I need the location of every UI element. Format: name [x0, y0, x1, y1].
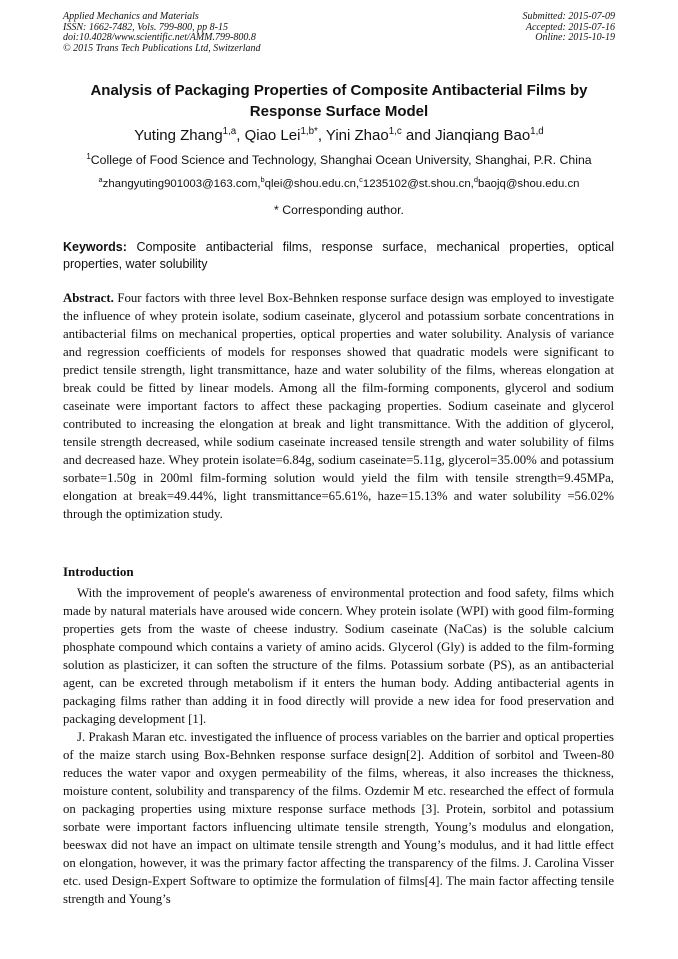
keywords-label: Keywords: — [63, 240, 127, 254]
introduction-body — [63, 584, 614, 908]
author-name: Qiao Lei — [244, 127, 301, 144]
journal-header-left — [63, 12, 393, 54]
journal-issn: ISSN: 1662-7482, Vols. 799-800, pp 8-15 — [63, 21, 228, 33]
affiliation — [40, 153, 638, 168]
author-name: Jianqiang Bao — [435, 127, 531, 144]
abstract-label: Abstract. — [63, 291, 114, 305]
online-date: Online: 2015-10-19 — [535, 32, 615, 44]
author-affiliation-mark: 1,c — [388, 126, 402, 137]
journal-doi: doi:10.4028/www.scientific.net/AMM.799-800.8 — [63, 32, 256, 44]
author-list — [40, 127, 638, 145]
affiliation-text: College of Food Science and Technology, Shanghai Ocean University, Shanghai, P.R. China — [90, 153, 592, 167]
paper-title: Analysis of Packaging Properties of Composite Antibacterial Films by Response Surface Model — [90, 82, 588, 120]
email-address: zhangyuting901003@163.com, — [102, 178, 261, 190]
journal-copyright: © 2015 Trans Tech Publications Ltd, Switzerland — [63, 42, 261, 54]
journal-header-right — [395, 12, 615, 44]
introduction-paragraph: With the improvement of people's awareness of environmental protection and food safety, films which made by natural materials have aroused wide concern. Whey protein isolate (WPI) with good film-forming properties gets from the waste of cheese industry. Sodium caseinate (NaCas) is the soluble calcium phosphate compound which contains a variety of amino acids. Glycerol (Gly) is added to the film-forming solution as plasticizer, it can soften the structure of the films. Potassium sorbate (PS), as an antibacterial agent, can be excreted through metabolism if it enters the human body. Adding antibacterial agents in packaging films rather than adding it in food directly will provide a new idea for food preservation and packaging development [1]. — [63, 586, 614, 726]
keywords-block — [63, 239, 614, 273]
corresponding-author-note: * Corresponding author. — [274, 203, 404, 217]
accepted-date: Accepted: 2015-07-16 — [525, 21, 615, 33]
introduction-heading: Introduction — [63, 564, 134, 579]
author-name: Yuting Zhang — [134, 127, 223, 144]
author-affiliation-mark: 1,b* — [300, 126, 318, 137]
email-mark: c — [359, 175, 363, 185]
email-mark: b — [260, 175, 265, 185]
author-affiliation-mark: 1,d — [530, 126, 544, 137]
introduction-paragraph: J. Prakash Maran etc. investigated the influence of process variables on the barrier and optical properties of the maize starch using Box-Behnken response surface design[2]. Addition of sorbitol and Tween-80 reduces the water vapor and oxygen permeability of the films, whereas, it also increases the thickness, moisture content, solubility and transparency of the films. Ozdemir M etc. researched the effect of formula on packaging properties using mixture response surface methods [3]. Protein, sorbitol and potassium sorbate were important factors influencing ultimate tensile strength, Young’s modulus and elongation, beeswax did not have an impact on ultimate tensile strength and Young’s modulus, and it had little effect on elongation, however, it was the primary factor affecting the transparency of the films. J. Carolina Visser etc. used Design-Expert Software to optimize the formulation of films[4]. The main factor affecting tensile strength and Young’s — [63, 730, 614, 906]
email-mark: a — [98, 175, 103, 185]
author-separator: , — [317, 127, 326, 144]
author-affiliation-mark: 1,a — [222, 126, 237, 137]
abstract-text: Four factors with three level Box-Behnken response surface design was employed to investigate the influence of whey protein isolate, sodium caseinate, glycerol and potassium sorbate concentrations in antibacterial films on mechanical properties, optical properties and water solubility. Analysis of variance and regression coefficients of models for responses showed that quadratic models were significant to predict tensile strength, light transmittance, haze and water solubility of the films, whereas elongation at break could be fitted by linear models. Among all the film-forming components, glycerol and sodium caseinate were important factors to affect these packaging properties. Sodium caseinate and glycerol contributed to increasing the elongation at break and light transmittance. With the addition of glycerol, tensile strength decreased, while sodium caseinate increased tensile strength and water solubility of films and decreased haze. Whey protein isolate=6.84g, sodium caseinate=5.11g, glycerol=35.00% and potassium sorbate=1.50g in 200ml film-forming solution would yield the film with tensile strength=9.45MPa, elongation at break=49.44%, light transmittance=65.61%, haze=15.13% and water solubility =56.02% through the optimization study. — [63, 291, 614, 521]
journal-name: Applied Mechanics and Materials — [63, 11, 199, 22]
email-address: qlei@shou.edu.cn, — [264, 178, 360, 190]
submitted-date: Submitted: 2015-07-09 — [522, 11, 615, 22]
author-separator: and — [401, 127, 436, 144]
email-mark: d — [473, 175, 478, 185]
abstract-block — [63, 289, 614, 523]
affiliation-mark: 1 — [86, 151, 91, 161]
keywords-text: Composite antibacterial films, response surface, mechanical properties, optical properties, water solubility — [63, 240, 614, 271]
email-address: baojq@shou.edu.cn — [477, 178, 580, 190]
author-name: Yini Zhao — [325, 127, 389, 144]
email-address: 1235102@st.shou.cn, — [362, 178, 474, 190]
author-separator: , — [236, 127, 245, 144]
author-emails — [30, 177, 648, 192]
